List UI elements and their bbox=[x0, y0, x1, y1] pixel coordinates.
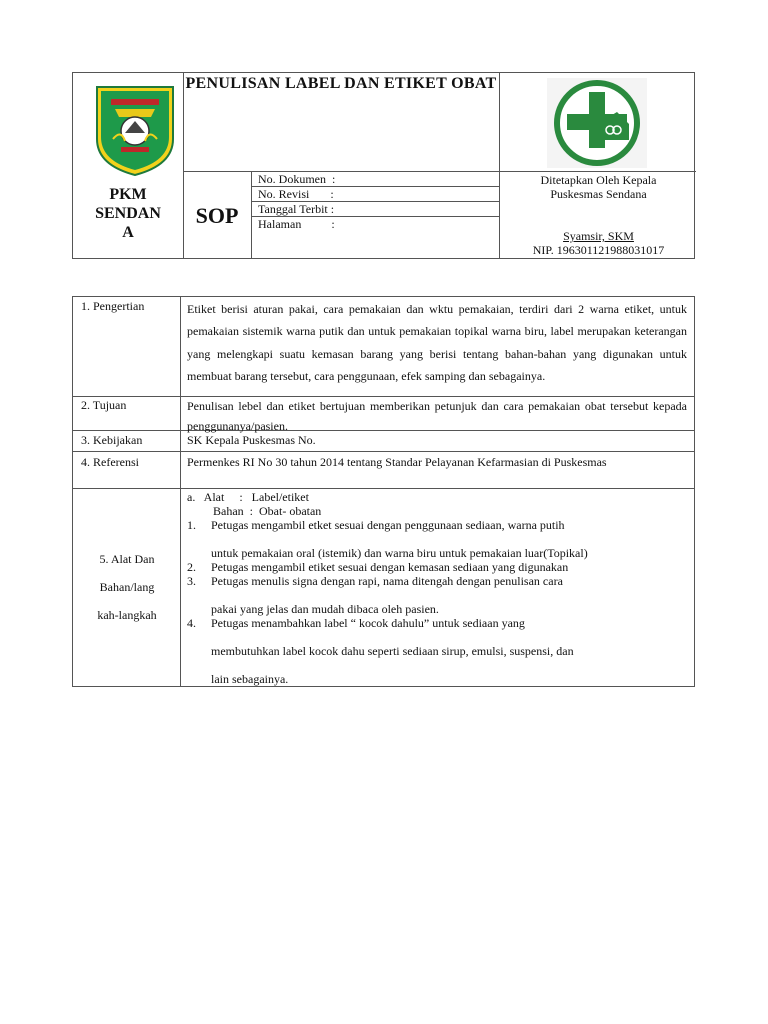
bahan-line: Bahan : Obat- obatan bbox=[213, 504, 322, 518]
row-label-pengertian: 1. Pengertian bbox=[81, 299, 145, 313]
sop-label: SOP bbox=[195, 202, 239, 228]
step-4-line-3: lain sebagainya. bbox=[211, 672, 289, 686]
step-1-line-1: Petugas mengambil etket sesuai dengan penggunaan sediaan, warna putih bbox=[211, 518, 565, 532]
row-label-kebijakan: 3. Kebijakan bbox=[81, 433, 143, 447]
row-text-kebijakan: SK Kepala Puskesmas No. bbox=[187, 433, 316, 447]
row-label-alat-bahan: 5. Alat Dan Bahan/lang kah-langkah bbox=[97, 552, 157, 622]
document-title: PENULISAN LABEL DAN ETIKET OBAT bbox=[185, 75, 497, 92]
regional-emblem-icon bbox=[91, 81, 179, 177]
step-3-line-2: pakai yang jelas dan mudah dibaca oleh pasien. bbox=[211, 602, 439, 616]
step-2-number: 2. bbox=[187, 560, 196, 574]
row-label-referensi: 4. Referensi bbox=[81, 455, 139, 469]
row-text-pengertian: Etiket berisi aturan pakai, cara pemakaian dan wktu pemakaian, terdiri dari 2 warna etiket, untuk pemakaian sistemik warna putik dan untuk pemakaian topikal warna biru, label merupakan keterangan yang melengkapi suatu kemasan barang yang berisi tentang bahan-bahan yang digunakan untuk membuat barang tersebut, cara penggunaan, efek samping dan sebagainya. bbox=[187, 302, 687, 383]
signatory-name: Syamsir, SKM bbox=[563, 229, 634, 243]
step-1-number: 1. bbox=[187, 518, 196, 532]
step-2-line-1: Petugas mengambil etiket sesuai dengan kemasan sediaan yang digunakan bbox=[211, 560, 569, 574]
row-text-tujuan: Penulisan lebel dan etiket bertujuan memberikan petunjuk dan cara pemakaian obat tersebut kepada penggunanya/pasien. bbox=[187, 399, 687, 433]
step-1-line-2: untuk pemakaian oral (istemik) dan warna biru untuk pemakaian luar(Topikal) bbox=[211, 546, 588, 560]
approval-line-1: Ditetapkan Oleh Kepala bbox=[540, 173, 657, 187]
row-text-referensi: Permenkes RI No 30 tahun 2014 tentang Standar Pelayanan Kefarmasian di Puskesmas bbox=[187, 455, 607, 469]
meta-doc-number: No. Dokumen : bbox=[258, 172, 336, 186]
step-4-line-1: Petugas menambahkan label “ kocok dahulu” untuk sediaan yang bbox=[211, 616, 525, 630]
signatory-nip: NIP. 196301121988031017 bbox=[532, 243, 665, 257]
approval-line-2: Puskesmas Sendana bbox=[550, 187, 647, 201]
header-table bbox=[72, 72, 695, 259]
meta-page: Halaman : bbox=[258, 217, 335, 231]
step-3-number: 3. bbox=[187, 574, 196, 588]
sop-content-table bbox=[72, 296, 695, 687]
puskesmas-cross-logo-icon bbox=[547, 78, 647, 168]
alat-line: a. Alat : Label/etiket bbox=[187, 490, 309, 504]
org-name: PKM SENDAN A bbox=[95, 186, 161, 241]
step-3-line-1: Petugas menulis signa dengan rapi, nama ditengah dengan penulisan cara bbox=[211, 574, 563, 588]
meta-issue-date: Tanggal Terbit : bbox=[258, 202, 335, 216]
step-4-line-2: membutuhkan label kocok dahu seperti sediaan sirup, emulsi, suspensi, dan bbox=[211, 644, 574, 658]
row-label-tujuan: 2. Tujuan bbox=[81, 398, 127, 412]
meta-revision: No. Revisi : bbox=[258, 187, 334, 201]
step-4-number: 4. bbox=[187, 616, 196, 630]
